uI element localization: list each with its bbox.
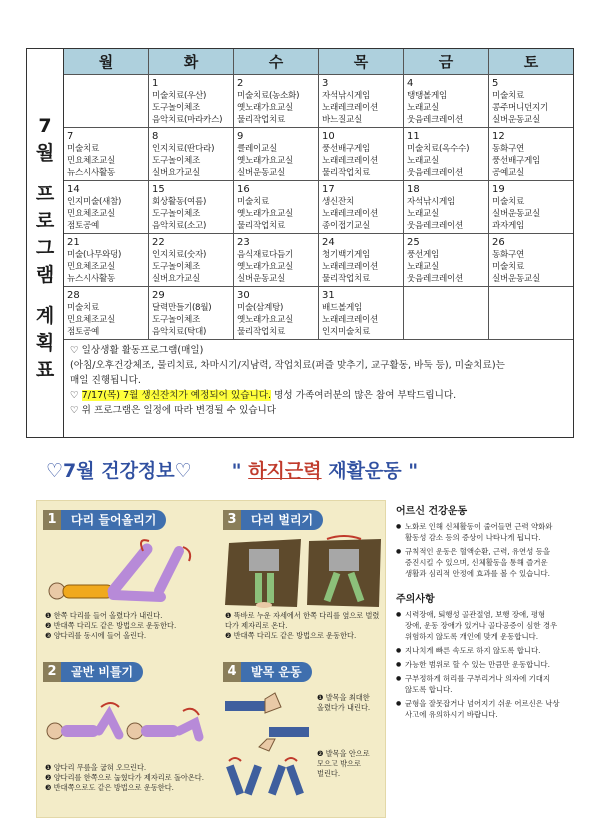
activity-item: 실버요가교실: [152, 168, 201, 178]
calendar-week: [64, 128, 573, 181]
activity-item: 자석낚시게임: [322, 91, 371, 101]
desc-line: ❶ 발목을 최대한: [317, 693, 370, 702]
activity-item: 노래교실: [407, 262, 440, 272]
activity-item: 풍선배구게임: [322, 144, 371, 154]
calendar-day-cell: [319, 181, 404, 233]
activity-item: 동화구연: [492, 144, 525, 154]
activity-item: 미술치료: [237, 197, 270, 207]
exercise-number: 1: [43, 510, 61, 530]
exercise-number: 3: [223, 510, 241, 530]
activity-item: 미술(나무와덩): [67, 250, 122, 260]
day-number: 10: [322, 131, 335, 142]
desc-line: ❶ 한쪽 다리를 들어 올렸다가 내린다.: [45, 611, 163, 620]
calendar-day-cell: [234, 181, 319, 233]
exercise-title: 골반 비틀기: [61, 662, 143, 682]
activity-item: 노래레크레이션: [322, 262, 379, 272]
activity-item: 음악치료(탁대): [152, 327, 207, 337]
activity-item: 인지미술(새참): [67, 197, 122, 207]
activity-item: 도구놀이체조: [152, 262, 201, 272]
ankle-illustration: [223, 687, 311, 815]
desc-line: ❸ 반대쪽으로도 같은 방법으로 운동한다.: [45, 783, 174, 792]
activity-item: 인지치료(딴다라): [152, 144, 215, 154]
calendar-day-cell: [319, 234, 404, 286]
side-char: 프: [35, 182, 55, 205]
activity-item: 웃음레크레이션: [407, 168, 464, 178]
activity-item: 풍선게임: [407, 250, 440, 260]
activity-item: 점토공예: [67, 221, 100, 231]
health-subtitle-rest: 재활운동 ": [321, 459, 419, 482]
day-number: 30: [237, 290, 250, 301]
exercise-desc: [223, 611, 393, 641]
day-number: 22: [152, 237, 165, 248]
activity-item: 실버운동교실: [237, 274, 286, 284]
activity-item: 도구놀이체조: [152, 315, 201, 325]
day-number: 24: [322, 237, 335, 248]
activity-item: 청기백기게임: [322, 250, 371, 260]
note-change: ♡ 위 프로그램은 일정에 따라 변경될 수 있습니다: [70, 405, 277, 416]
activity-item: 콩주머니던지기: [492, 103, 549, 113]
activity-item: 노래레크레이션: [322, 209, 379, 219]
activity-item: 미술치료(우산): [152, 91, 207, 101]
activity-item: 노래교실: [407, 156, 440, 166]
activity-item: 민요체조교실: [67, 262, 116, 272]
calendar-day-cell: [404, 75, 489, 127]
day-number: 4: [407, 78, 414, 89]
activity-item: 뉴스시사활동: [67, 274, 116, 284]
activity-item: 미술치료: [492, 197, 525, 207]
calendar-day-cell: [149, 75, 234, 127]
day-number: 2: [237, 78, 244, 89]
calendar-side-title: [27, 49, 64, 437]
activity-item: 공예교실: [492, 168, 525, 178]
program-notes: [64, 340, 573, 437]
weekday-header: [64, 49, 573, 75]
activity-item: 옛노래가요교실: [237, 209, 294, 219]
program-calendar: [26, 48, 574, 438]
day-number: 15: [152, 184, 165, 195]
desc-line: 올렸다가 내린다.: [317, 703, 371, 712]
activity-item: 종이접기교실: [322, 221, 371, 231]
leg-spread-illustration: [223, 535, 385, 609]
activity-item: 실버운동교실: [492, 209, 541, 219]
weekday-mon: 월: [64, 49, 149, 74]
note-daily: ♡ 일상생활 활동프로그램(매일): [70, 345, 204, 356]
health-subtitle: [232, 456, 418, 483]
activity-item: 물리작업치료: [237, 221, 286, 231]
note-birthday-highlight: 7/17(목) 7월 생신잔치가 예정되어 있습니다.: [81, 390, 272, 401]
side-char: 7: [38, 114, 52, 137]
day-number: 26: [492, 237, 505, 248]
exercise-desc-b: [315, 749, 393, 779]
caution-bullet: ● 지나치게 빠른 속도로 하지 않도록 합니다.: [396, 645, 576, 656]
calendar-day-cell: [64, 234, 149, 286]
day-number: 1: [152, 78, 159, 89]
activity-item: 인지미술치료: [322, 327, 371, 337]
activity-item: 인지치료(숫자): [152, 250, 207, 260]
activity-item: 점토공예: [67, 327, 100, 337]
health-info: [396, 502, 576, 820]
health-title: ♡7월 건강정보♡: [46, 459, 192, 482]
day-number: 11: [407, 131, 420, 142]
desc-line: ❷ 양다리를 한쪽으로 눕혔다가 제자리로 돌아온다.: [45, 773, 205, 782]
calendar-day-cell: [234, 287, 319, 339]
calendar-grid: [64, 49, 573, 437]
leg-raise-illustration: [43, 535, 205, 609]
calendar-week: [64, 287, 573, 340]
calendar-day-cell: [64, 75, 149, 127]
activity-item: 미술치료: [492, 91, 525, 101]
exercise-title: 다리 들어올리기: [61, 510, 166, 530]
calendar-day-cell: [234, 234, 319, 286]
activity-item: 풍선배구게임: [492, 156, 541, 166]
calendar-day-cell: [64, 287, 149, 339]
calendar-week: [64, 181, 573, 234]
activity-item: 실버운동교실: [237, 168, 286, 178]
activity-item: 웃음레크레이션: [407, 221, 464, 231]
side-char: 램: [35, 263, 55, 286]
activity-item: 자석낚시게임: [407, 197, 456, 207]
exercise-title: 발목 운동: [241, 662, 312, 682]
day-number: 17: [322, 184, 335, 195]
activity-item: 미술치료: [67, 144, 100, 154]
side-char: 그: [35, 236, 55, 259]
ankle-exercise-rows: [223, 687, 393, 815]
activity-item: 도구놀이체조: [152, 103, 201, 113]
activity-item: 웃음레크레이션: [407, 274, 464, 284]
calendar-day-cell: [149, 234, 234, 286]
activity-item: 달력만들기(8월): [152, 303, 212, 313]
activity-item: 물리작업치료: [322, 274, 371, 284]
calendar-day-cell: [404, 128, 489, 180]
day-number: 16: [237, 184, 250, 195]
desc-line: 모으고 밖으로: [317, 759, 361, 768]
note-birthday-suffix: 명성 가족여러분의 많은 참여 부탁드립니다.: [271, 390, 457, 401]
activity-item: 음악치료(소고): [152, 221, 207, 231]
weekday-wed: 수: [234, 49, 319, 74]
desc-line: ❷ 반대쪽 다리도 같은 방법으로 운동한다.: [225, 631, 357, 640]
exercise-2: [43, 661, 213, 813]
desc-line: 벌린다.: [317, 769, 341, 778]
activity-item: 노래레크레이션: [322, 315, 379, 325]
calendar-day-cell: [489, 234, 573, 286]
calendar-week: [64, 75, 573, 128]
desc-line: ❶ 똑바로 누운 자세에서 한쪽 다리를 옆으로 벌렸: [225, 611, 380, 620]
calendar-day-cell: [489, 128, 573, 180]
desc-line: ❷ 반대쪽 다리도 같은 방법으로 운동한다.: [45, 621, 177, 630]
note-heart: ♡: [70, 390, 82, 401]
exercise-4: [223, 661, 393, 813]
side-char: 획: [35, 331, 55, 354]
day-number: 12: [492, 131, 505, 142]
calendar-day-cell: [404, 287, 489, 339]
activity-item: 미술치료(농소화): [237, 91, 300, 101]
calendar-day-cell: [489, 287, 573, 339]
activity-item: 미술치료: [67, 303, 100, 313]
quote-open: ": [231, 459, 249, 482]
activity-item: 음악치료(마라카스): [152, 115, 223, 125]
side-char: 표: [35, 358, 55, 381]
exercise-1: [43, 509, 213, 661]
calendar-day-cell: [234, 75, 319, 127]
calendar-week: [64, 234, 573, 287]
activity-item: 노래교실: [407, 209, 440, 219]
day-number: 31: [322, 290, 335, 301]
activity-item: 음식재료다듬기: [237, 250, 294, 260]
exercise-desc: [43, 611, 213, 641]
activity-item: 클레이교실: [237, 144, 278, 154]
activity-item: 웃음레크레이션: [407, 115, 464, 125]
ankle-desc: [311, 687, 393, 815]
caution-bullet: ● 시력장애, 퇴행성 골관절염, 보행 장애, 평형 장애, 운동 장애가 있거나 골다공증이 심한 경우 위험하지 않도록 개인에 맞게 운동합니다.: [396, 609, 576, 642]
activity-item: 옛노래가요교실: [237, 262, 294, 272]
activity-item: 실버운동교실: [492, 274, 541, 284]
activity-item: 도구놀이체조: [152, 209, 201, 219]
exercise-number: 4: [223, 662, 241, 682]
day-number: 7: [67, 131, 74, 142]
day-number: 18: [407, 184, 420, 195]
calendar-day-cell: [404, 234, 489, 286]
calendar-day-cell: [64, 128, 149, 180]
activity-item: 회상활동(여름): [152, 197, 207, 207]
health-subtitle-em: 하지근력: [248, 459, 322, 482]
info-bullet: ● 규칙적인 운동은 혈액순환, 근력, 유연성 등을 증진시킬 수 있으며, 신체활동을 통해 즐거운 생활과 심리적 안정에 효과를 볼 수 있습니다.: [396, 546, 576, 579]
health-title-row: [46, 454, 566, 484]
calendar-day-cell: [319, 75, 404, 127]
activity-item: 민요체조교실: [67, 315, 116, 325]
weekday-thu: 목: [319, 49, 404, 74]
info-bullet: ● 노화로 인해 신체활동이 줄어들면 근력 약화와 활동성 감소 등의 증상이 나타나게 됩니다.: [396, 521, 576, 543]
calendar-day-cell: [404, 181, 489, 233]
caution-bullet: ● 균형을 잘못잡거나 넘어지기 쉬운 어르신은 낙상 사고에 유의하시기 바랍니다.: [396, 698, 576, 720]
day-number: 25: [407, 237, 420, 248]
caution-bullet: ● 가능한 범위로 할 수 있는 만큼만 운동합니다.: [396, 659, 576, 670]
activity-item: 노래교실: [407, 103, 440, 113]
weekday-tue: 화: [149, 49, 234, 74]
calendar-day-cell: [489, 75, 573, 127]
day-number: 14: [67, 184, 80, 195]
calendar-day-cell: [489, 181, 573, 233]
caution-bullet: ● 구부정하게 허리를 구부리거나 의자에 기대지 않도록 합니다.: [396, 673, 576, 695]
activity-item: 민요체조교실: [67, 156, 116, 166]
activity-item: 과자게임: [492, 221, 525, 231]
weekday-fri: 금: [404, 49, 489, 74]
day-number: 28: [67, 290, 80, 301]
activity-item: 물리작업치료: [237, 115, 286, 125]
activity-item: 물리작업치료: [237, 327, 286, 337]
info-heading: 어르신 건강운동: [396, 506, 468, 517]
exercise-number: 2: [43, 662, 61, 682]
activity-item: 옛노래가요교실: [237, 156, 294, 166]
day-number: 5: [492, 78, 499, 89]
activity-item: 실버요가교실: [152, 274, 201, 284]
desc-line: ❷ 발목을 안으로: [317, 749, 370, 758]
side-char: 월: [35, 141, 55, 164]
day-number: 23: [237, 237, 250, 248]
day-number: 3: [322, 78, 329, 89]
activity-item: 민요체조교실: [67, 209, 116, 219]
note-daily-detail-2: 매일 진행됩니다.: [70, 375, 141, 386]
calendar-day-cell: [64, 181, 149, 233]
activity-item: 동화구연: [492, 250, 525, 260]
pelvis-twist-illustration: [43, 687, 205, 761]
desc-line: ❸ 양다리를 동시에 들어 올린다.: [45, 631, 147, 640]
calendar-weeks: [64, 75, 573, 340]
exercise-desc: [43, 763, 213, 793]
note-daily-detail: (아침/오후건강체조, 물리치료, 차마시기/지남력, 작업치료(퍼즐 맞추기, 교구활동, 바둑 등), 미술치료)는: [70, 360, 505, 371]
activity-item: 미술치료: [492, 262, 525, 272]
weekday-sat: 토: [523, 53, 539, 71]
day-number: 29: [152, 290, 165, 301]
desc-line: ❶ 양다리 무릎을 굽혀 오므린다.: [45, 763, 147, 772]
activity-item: 미술치료(옥수수): [407, 144, 470, 154]
caution-heading: 주의사항: [396, 594, 435, 605]
calendar-day-cell: [149, 181, 234, 233]
calendar-day-cell: [319, 287, 404, 339]
exercise-title: 다리 벌리기: [241, 510, 323, 530]
activity-item: 탱탱볼게임: [407, 91, 448, 101]
calendar-day-cell: [149, 287, 234, 339]
activity-item: 생신잔치: [322, 197, 355, 207]
note-birthday: [70, 388, 567, 403]
activity-item: 옛노래가요교실: [237, 315, 294, 325]
activity-item: 바느질교실: [322, 115, 363, 125]
activity-item: 미술(삼계탕): [237, 303, 284, 313]
exercise-panel: [36, 500, 386, 818]
activity-item: 뉴스시사활동: [67, 168, 116, 178]
activity-item: 노래레크레이션: [322, 156, 379, 166]
activity-item: 물리작업치료: [322, 168, 371, 178]
day-number: 19: [492, 184, 505, 195]
exercise-3: [223, 509, 393, 661]
calendar-day-cell: [234, 128, 319, 180]
exercise-desc-a: [315, 693, 393, 713]
day-number: 21: [67, 237, 80, 248]
calendar-day-cell: [149, 128, 234, 180]
activity-item: 도구놀이체조: [152, 156, 201, 166]
calendar-day-cell: [319, 128, 404, 180]
activity-item: 실버운동교실: [492, 115, 541, 125]
desc-line: 다가 제자리로 온다.: [225, 621, 288, 630]
day-number: 9: [237, 131, 244, 142]
activity-item: 배드볼게임: [322, 303, 363, 313]
side-char: 계: [35, 304, 55, 327]
day-number: 8: [152, 131, 159, 142]
activity-item: 옛노래가요교실: [237, 103, 294, 113]
activity-item: 노래레크레이션: [322, 103, 379, 113]
side-char: 로: [35, 209, 55, 232]
